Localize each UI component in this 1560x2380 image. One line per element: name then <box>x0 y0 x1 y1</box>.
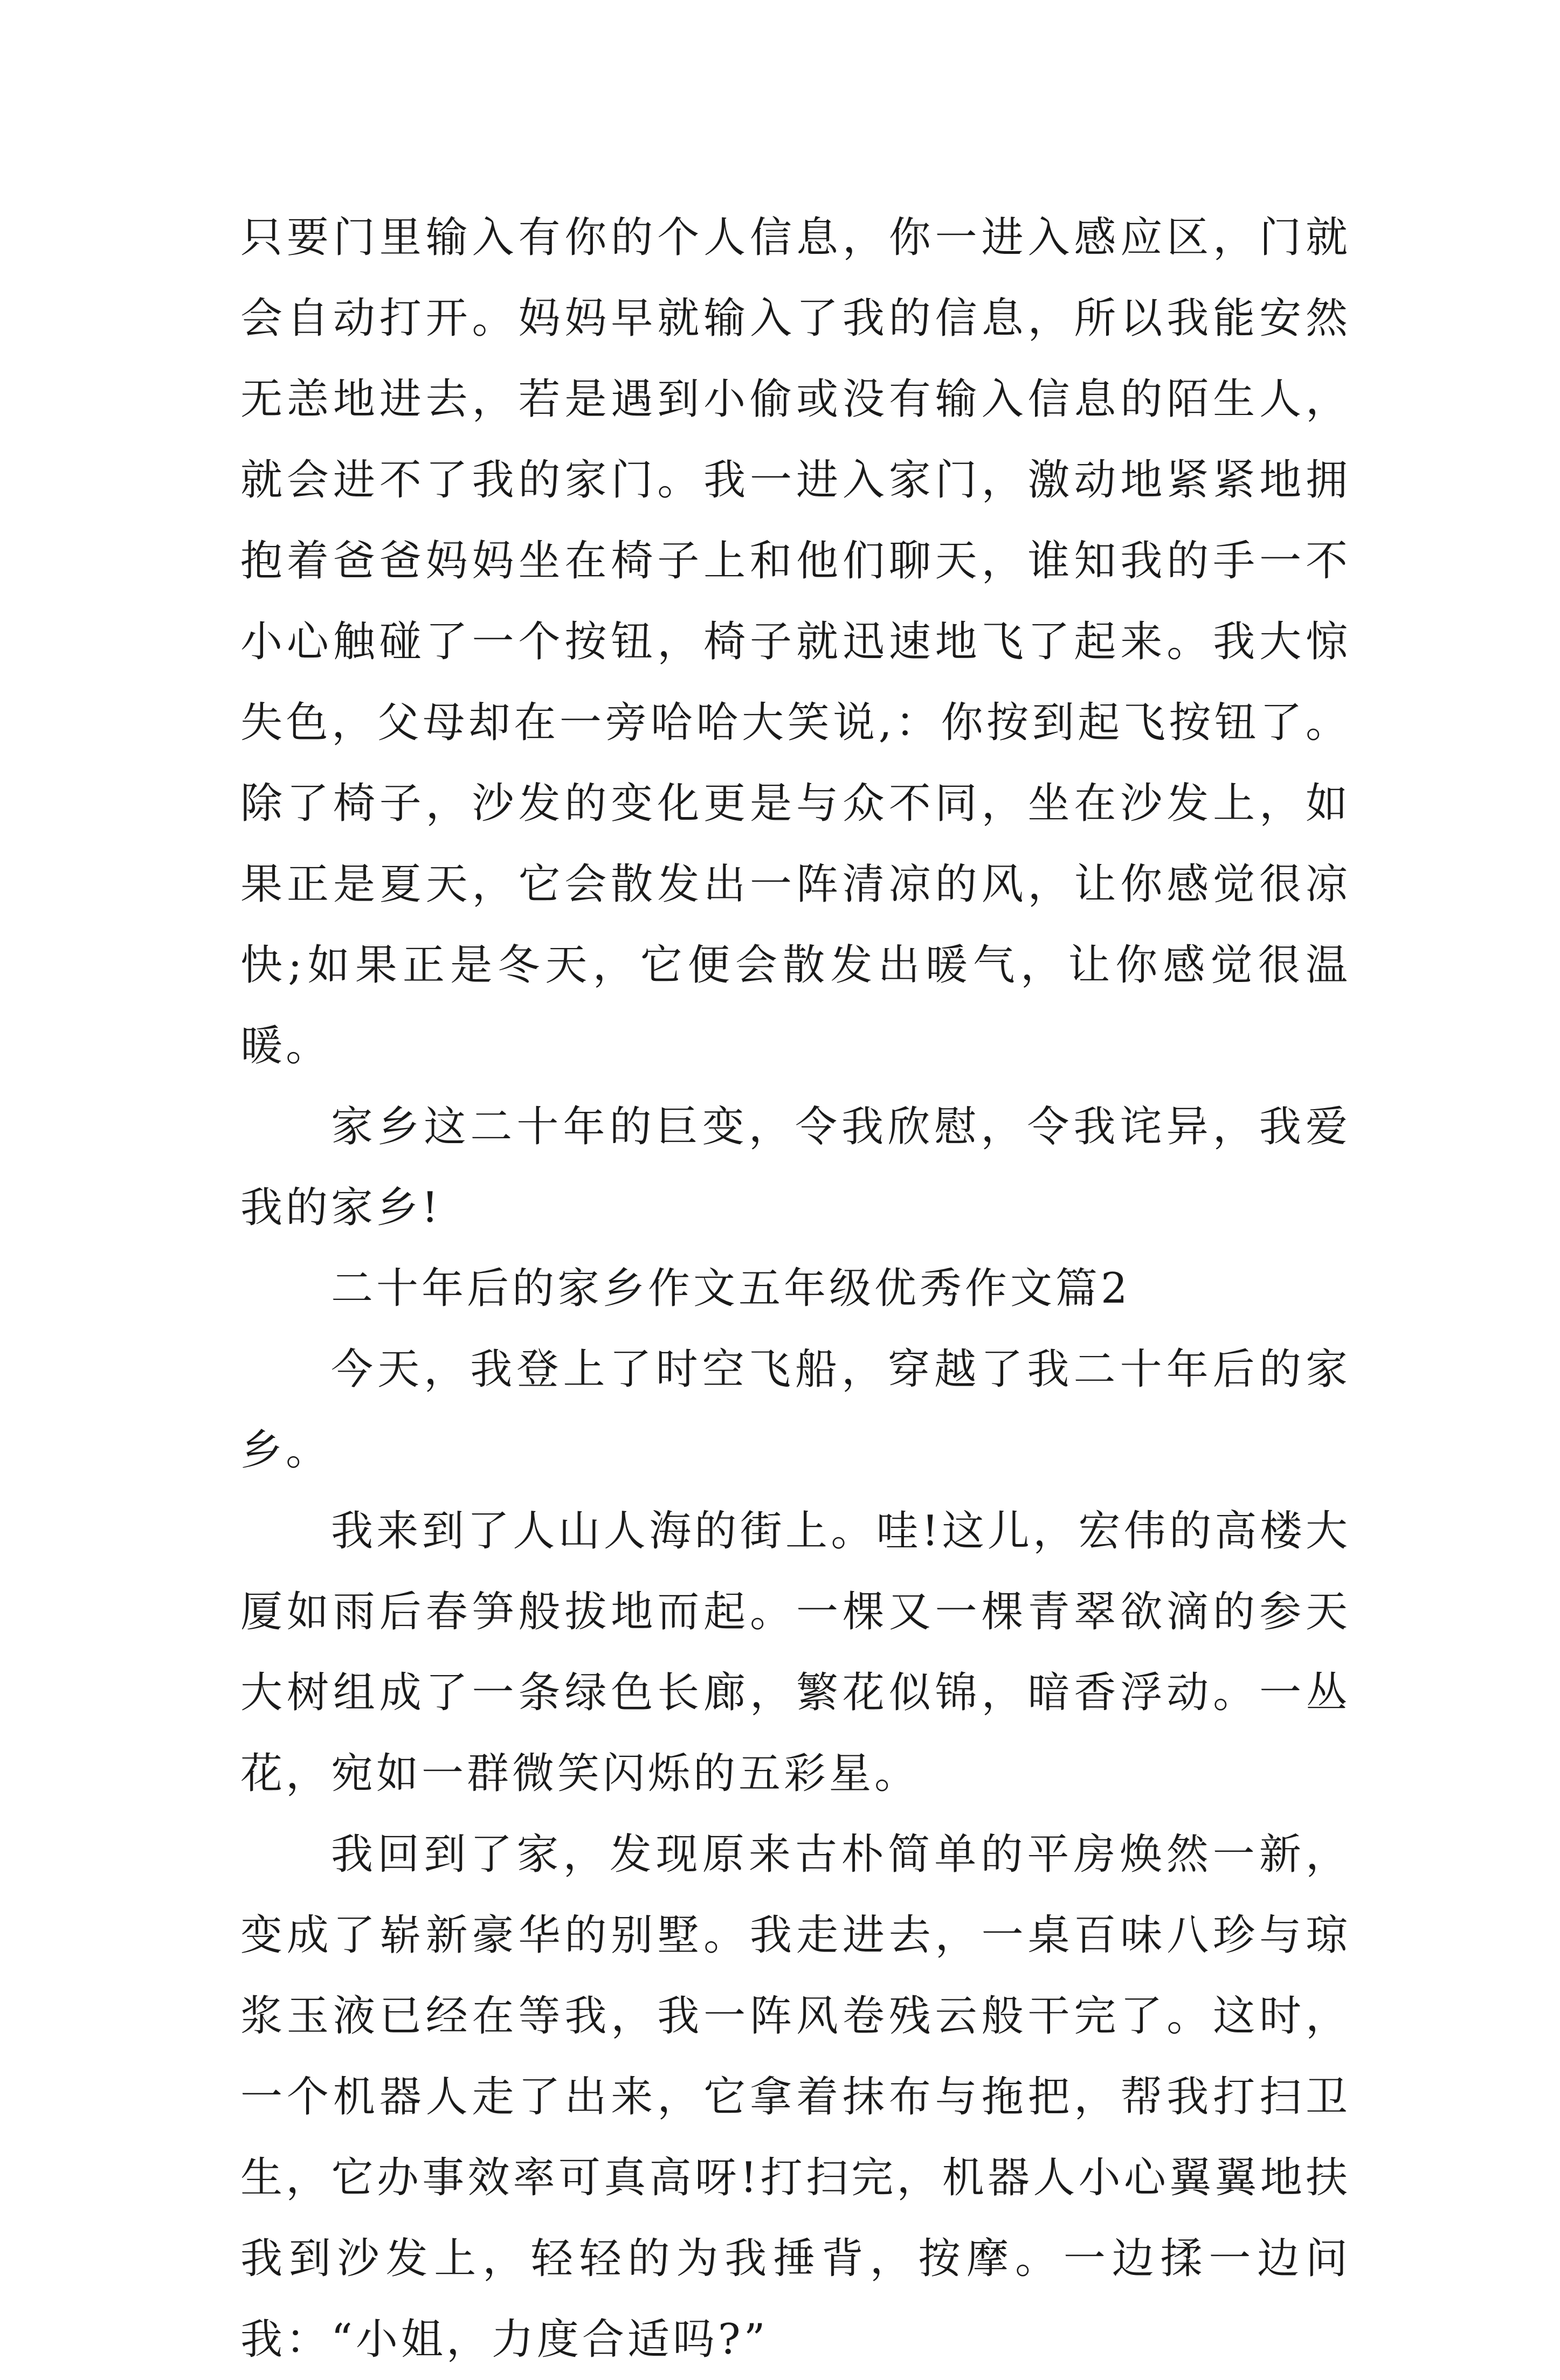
paragraph-home-robot: 我回到了家，发现原来古朴简单的平房焕然一新，变成了崭新豪华的别墅。我走进去，一桌百味八珍与琼浆玉液已经在等我，我一阵风卷残云般干完了。这时，一个机器人走了出来，它拿着抹布与拖把，帮我打扫卫生，它办事效率可真高呀!打扫完，机器人小心翼翼地扶我到沙发上，轻轻的为我捶背，按摩。一边揉一边问我：“小姐，力度合适吗?” <box>240 1830 1351 2364</box>
paragraph-love-hometown: 家乡这二十年的巨变，令我欣慰，令我诧异，我爱我的家乡! <box>240 1103 1351 1232</box>
paragraph-doorway: 只要门里输入有你的个人信息，你一进入感应区，门就会自动打开。妈妈早就输入了我的信息，所以我能安然无恙地进去，若是遇到小偷或没有输入信息的陌生人，就会进不了我的家门。我一进入家门，激动地紧紧地拥抱着爸爸妈妈坐在椅子上和他们聊天，谁知我的手一不小心触碰了一个按钮，椅子就迅速地飞了起来。我大惊失色，父母却在一旁哈哈大笑说,：你按到起飞按钮了。除了椅子，沙发的变化更是与众不同，坐在沙发上，如果正是夏天，它会散发出一阵清凉的风，让你感觉很凉快;如果正是冬天，它便会散发出暖气，让你感觉很温暖。 <box>240 213 1351 1070</box>
paragraph-time-travel: 今天，我登上了时空飞船，穿越了我二十年后的家乡。 <box>240 1345 1351 1475</box>
essay-section-title: 二十年后的家乡作文五年级优秀作文篇2 <box>331 1264 1131 1313</box>
essay-body <box>240 197 1351 2380</box>
paragraph-street: 我来到了人山人海的街上。哇!这儿，宏伟的高楼大厦如雨后春笋般拔地而起。一棵又一棵青翠欲滴的参天大树组成了一条绿色长廊，繁花似锦，暗香浮动。一丛花，宛如一群微笑闪烁的五彩星。 <box>240 1507 1351 1798</box>
